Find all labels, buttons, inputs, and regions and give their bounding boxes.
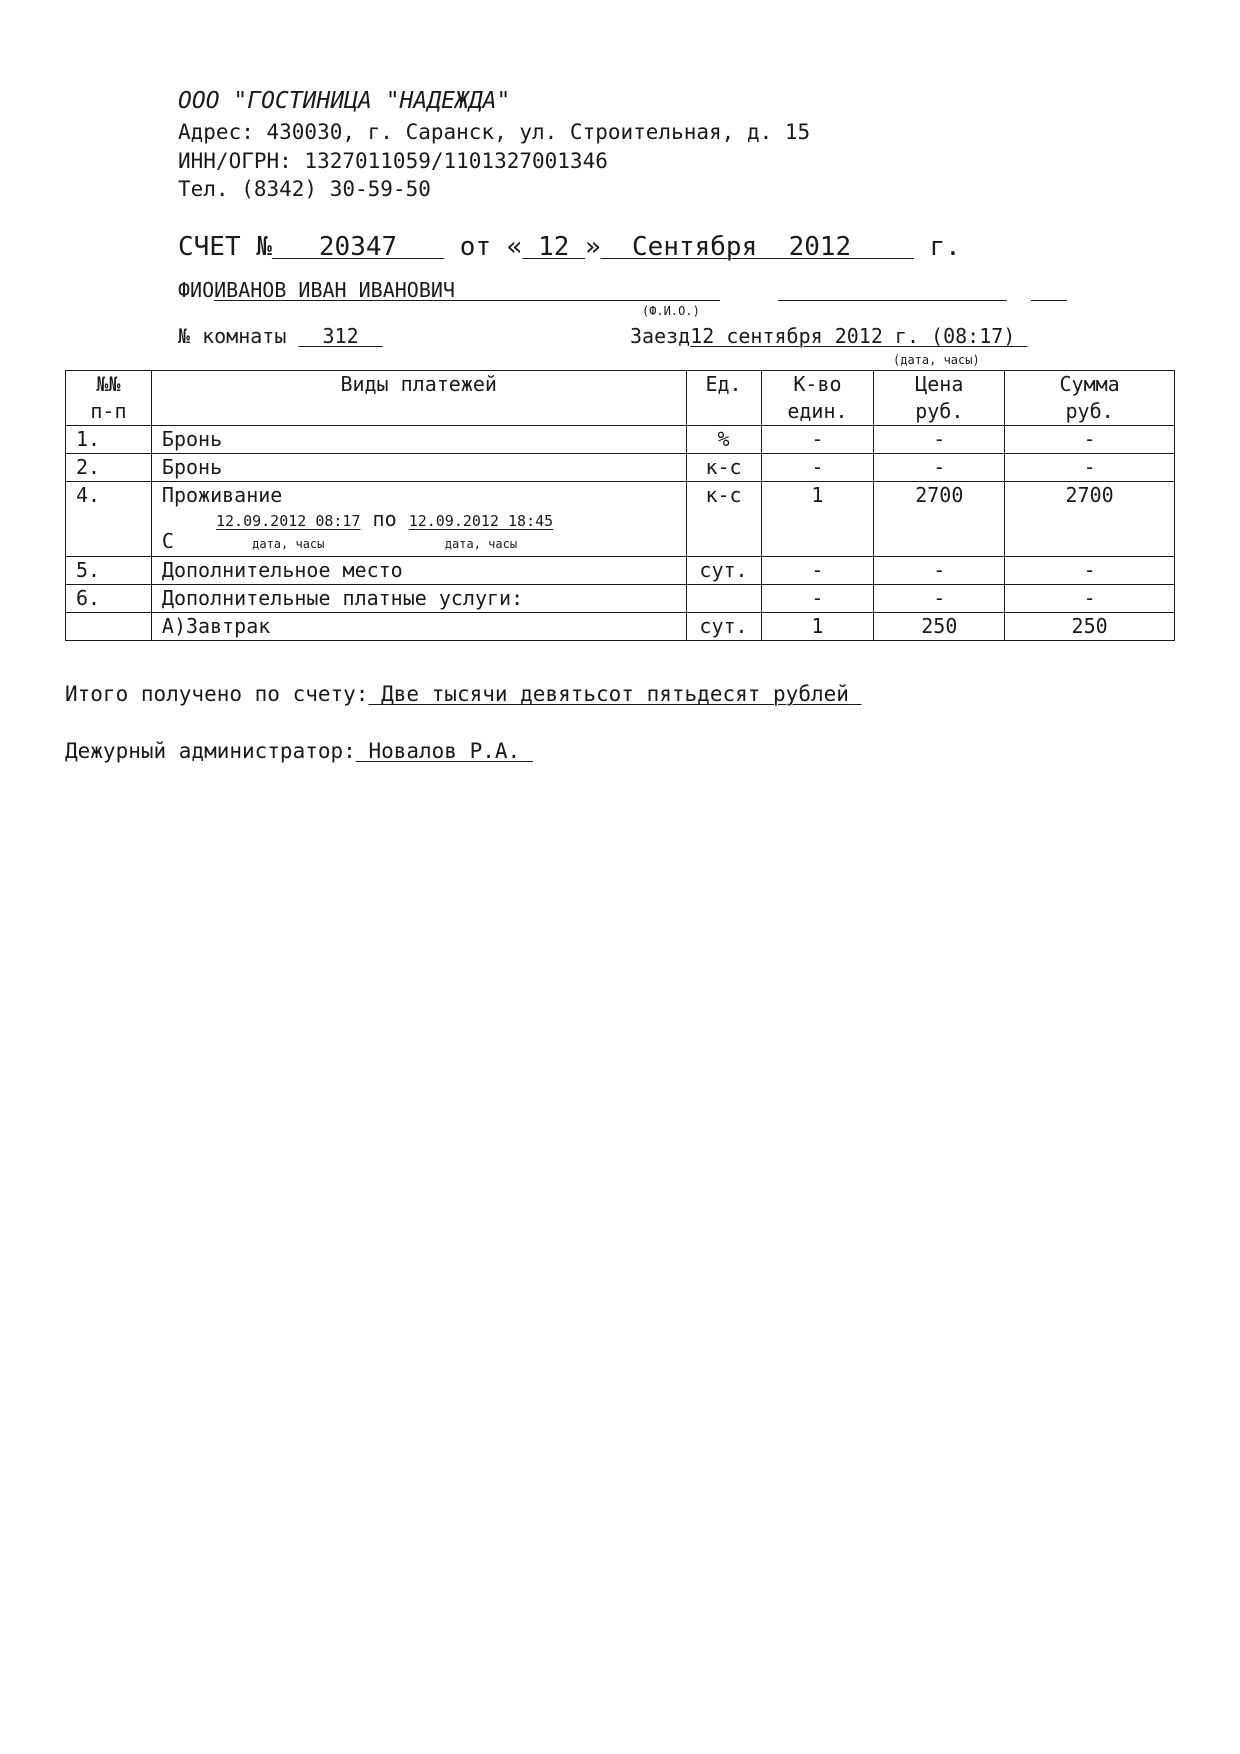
cell-unit: % [686,426,761,454]
cell-price: - [874,557,1005,585]
cell-num: 2. [66,454,152,482]
org-address: Адрес: 430030, г. Саранск, ул. Строительная, д. 15 [178,120,811,144]
fio-value: ИВАНОВ ИВАН ИВАНОВИЧ [214,278,455,302]
payments-table [65,370,1175,641]
invoice-day-close: » [585,232,601,262]
table-row [66,613,1175,641]
table-row [66,557,1175,585]
cell-num: 6. [66,585,152,613]
cell-type: Бронь [151,454,686,482]
invoice-label: СЧЕТ № [178,232,272,262]
invoice-number: 20347 [318,232,398,262]
cell-unit [686,585,761,613]
period-to-label: по [372,507,397,531]
cell-num: 5. [66,557,152,585]
cell-qty: - [761,585,874,613]
cell-unit: к-с [686,482,761,557]
admin-label: Дежурный администратор: [65,739,356,763]
cell-sum: - [1005,585,1175,613]
invoice-from-label: от « [459,232,523,262]
period-to: 12.09.2012 18:45 [408,512,554,530]
cell-qty: 1 [761,482,874,557]
table-row [66,454,1175,482]
cell-qty: 1 [761,613,874,641]
invoice-title [178,232,961,262]
total-line [65,682,862,706]
fio-caption: (Ф.И.О.) [642,304,700,318]
arrival-label: Заезд [630,324,691,348]
col-header-sum: Сумма руб. [1005,371,1175,426]
col-header-unit: Ед. [686,371,761,426]
room-label: № комнаты [178,324,287,348]
stay-period [162,509,676,554]
org-phone: Тел. (8342) 30-59-50 [178,177,431,201]
cell-type-label: Проживание [161,483,283,507]
table-row [66,585,1175,613]
period-from: 12.09.2012 08:17 [216,512,361,530]
fio-line [178,278,720,302]
room-line [178,324,383,348]
cell-type: Дополнительные платные услуги: [151,585,686,613]
arrival-value: 12 сентября 2012 г. (08:17) [690,324,1016,348]
org-inn: ИНН/ОГРН: 1327011059/1101327001346 [178,149,608,173]
cell-qty: - [761,557,874,585]
admin-line [65,739,533,763]
cell-type [151,482,686,557]
admin-value: Новалов Р.А. [368,739,521,763]
period-to-caption: дата, часы [444,537,518,551]
invoice-month: Сентября [632,232,758,262]
arrival-caption: (дата, часы) [893,353,980,367]
cell-price: 2700 [874,482,1005,557]
room-number: 312 [322,324,359,348]
total-value: Две тысячи девятьсот пятьдесят рублей [381,682,849,706]
cell-price: - [874,585,1005,613]
cell-num: 4. [66,482,152,557]
cell-sum: - [1005,426,1175,454]
col-header-price: Цена руб. [874,371,1005,426]
cell-unit: сут. [686,613,761,641]
cell-sum: 250 [1005,613,1175,641]
invoice-day: 12 [538,232,570,262]
cell-sum: - [1005,557,1175,585]
period-from-label: С [161,529,174,553]
cell-num: 1. [66,426,152,454]
cell-num [66,613,152,641]
cell-type: Бронь [151,426,686,454]
cell-qty: - [761,426,874,454]
fio-line-extra [778,278,1067,302]
col-header-type: Виды платежей [151,371,686,426]
table-row [66,482,1175,557]
table-row [66,426,1175,454]
cell-unit: сут. [686,557,761,585]
cell-sum: - [1005,454,1175,482]
period-from-caption: дата, часы [252,537,325,551]
cell-unit: к-с [686,454,761,482]
invoice-year-suffix: г. [929,232,961,262]
cell-price: 250 [874,613,1005,641]
cell-type: А)Завтрак [151,613,686,641]
col-header-num: №№ п-п [66,371,152,426]
cell-price: - [874,454,1005,482]
arrival-line [630,324,1027,348]
cell-price: - [874,426,1005,454]
total-label: Итого получено по счету: [65,682,369,706]
org-name: ООО "ГОСТИНИЦА "НАДЕЖДА" [178,88,511,114]
cell-type: Дополнительное место [151,557,686,585]
table-header-row [66,371,1175,426]
invoice-year: 2012 [788,232,852,262]
col-header-qty: К-во един. [761,371,874,426]
cell-qty: - [761,454,874,482]
cell-sum: 2700 [1005,482,1175,557]
fio-label: ФИО [178,278,215,302]
